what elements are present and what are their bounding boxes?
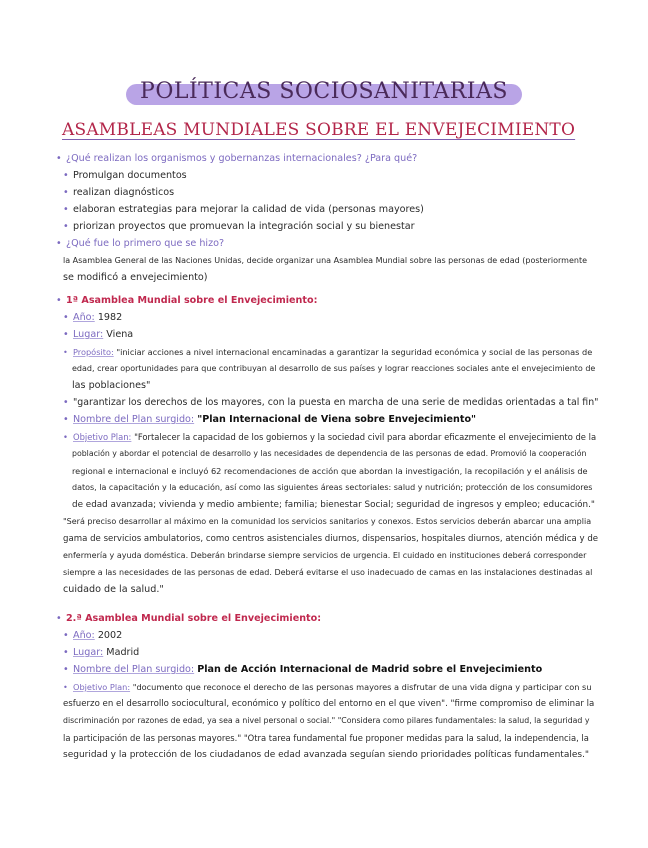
text-line: seguridad y la protección de los ciudadanos de edad avanzada seguían siendo prioridades políticas fundamentales." (63, 750, 590, 760)
bullet-icon: • (63, 414, 69, 425)
bullet-icon: • (63, 432, 68, 442)
assembly-1-place: • Lugar: Viena (63, 327, 598, 344)
section-heading: ASAMBLEAS MUNDIALES SOBRE EL ENVEJECIMIENTO (62, 120, 576, 140)
title-block (0, 78, 648, 106)
assembly-1-purpose: • Propósito: "iniciar acciones a nivel internacional encaminadas a garantizar la seguridad económica y social de las personas de (63, 344, 598, 361)
assembly-1-rights: • "garantizar los derechos de los mayores, con la puesta en marcha de una serie de medidas orientadas a tal fin" (63, 395, 598, 412)
answer-line: se modificó a envejecimiento) (63, 272, 208, 283)
assembly-2-plan: • Nombre del Plan surgido: Plan de Acción Internacional de Madrid sobre el Envejecimiento (63, 662, 598, 679)
bullet-icon: • (56, 295, 62, 306)
question-2: • ¿Qué fue lo primero que se hizo? (56, 236, 598, 253)
bullet-icon: • (63, 630, 69, 641)
bullet-icon: • (63, 682, 68, 692)
text-line: de edad avanzada; vivienda y medio ambiente; familia; bienestar Social; seguridad de ingresos y empleo; educación." (72, 500, 595, 510)
answer-line: la Asamblea General de las Naciones Unidas, decide organizar una Asamblea Mundial sobre las personas de edad (posteriormente (63, 256, 587, 265)
list-item: • elaboran estrategias para mejorar la calidad de vida (personas mayores) (63, 202, 598, 219)
text-line: edad, crear oportunidades para que contribuyan al desarrollo de sus países y lograr reacciones sociales ante el envejecimiento de (72, 364, 596, 373)
quote-line: gama de servicios ambulatorios, como centros asistenciales diurnos, dispensarios, hospitales diurnos, atención médica y de (63, 534, 599, 544)
bullet-icon: • (56, 153, 62, 164)
text-line: datos, la capacitación y la educación, así como las siguientes áreas sectoriales: salud y nutrición; protección de los consumidores (72, 483, 593, 492)
list-item: • realizan diagnósticos (63, 185, 598, 202)
assembly-1-objective: • Objetivo Plan: "Fortalecer la capacidad de los gobiernos y la sociedad civil para abordar eficazmente el envejecimiento de la (63, 429, 598, 446)
assembly-2-year: • Año: 2002 (63, 628, 598, 645)
text-line: población y abordar el potencial de desarrollo y las necesidades de dependencia de las personas de edad. Promovió la cooperación (72, 449, 587, 458)
bullet-icon: • (63, 647, 69, 658)
text-line: discriminación por razones de edad, ya sea a nivel personal o social." "Considera como pilares fundamentales: la salud, la seguridad y (63, 716, 590, 725)
bullet-icon: • (63, 170, 69, 181)
list-item: • priorizan proyectos que promuevan la integración social y su bienestar (63, 219, 598, 236)
assembly-2-heading: • 2.ª Asamblea Mundial sobre el Envejecimiento: (56, 611, 598, 628)
text-line: las poblaciones" (72, 380, 151, 391)
bullet-icon: • (63, 347, 68, 357)
text-line: la participación de las personas mayores." "Otra tarea fundamental fue proponer medidas para la salud, la independencia, la (63, 733, 589, 743)
bullet-icon: • (63, 329, 69, 340)
assembly-2-place: • Lugar: Madrid (63, 645, 598, 662)
text-line: regional e internacional e incluyó 62 recomendaciones de acción que abordan la investigación, la recopilación y el análisis de (72, 466, 588, 476)
page-title: POLÍTICAS SOCIOSANITARIAS (126, 78, 522, 106)
bullet-icon: • (63, 312, 69, 323)
text-line: esfuerzo en el desarrollo sociocultural, económico y político del entorno en el que viven". "firme compromiso de eliminar la (63, 699, 595, 709)
bullet-icon: • (56, 238, 62, 249)
quote-line: cuidado de la salud." (63, 584, 164, 595)
bullet-icon: • (63, 204, 69, 215)
assembly-1-heading: • 1ª Asamblea Mundial sobre el Envejecimiento: (56, 293, 598, 310)
assembly-1-plan: • Nombre del Plan surgido: "Plan Internacional de Viena sobre Envejecimiento" (63, 412, 598, 429)
bullet-icon: • (56, 613, 62, 624)
bullet-icon: • (63, 187, 69, 198)
bullet-icon: • (63, 397, 69, 408)
bullet-icon: • (63, 221, 69, 232)
quote-line: "Será preciso desarrollar al máximo en la comunidad los servicios sanitarios y conexos. Estos servicios deberán abarcar una amplia (63, 517, 592, 526)
quote-line: siempre a las necesidades de las personas de edad. Deberá evitarse el uso inadecuado de camas en las instalaciones destinadas al (63, 568, 593, 577)
question-1: • ¿Qué realizan los organismos y gobernanzas internacionales? ¿Para qué? (56, 151, 598, 168)
quote-line: enfermería y ayuda doméstica. Deberán brindarse siempre servicios de urgencia. El cuidado en instituciones deberá corresponder (63, 551, 587, 560)
list-item: • Promulgan documentos (63, 168, 598, 185)
assembly-1-year: • Año: 1982 (63, 310, 598, 327)
bullet-icon: • (63, 664, 69, 675)
assembly-2-objective: • Objetivo Plan: "documento que reconoce el derecho de las personas mayores a disfrutar de una vida digna y participar con su (63, 679, 598, 696)
